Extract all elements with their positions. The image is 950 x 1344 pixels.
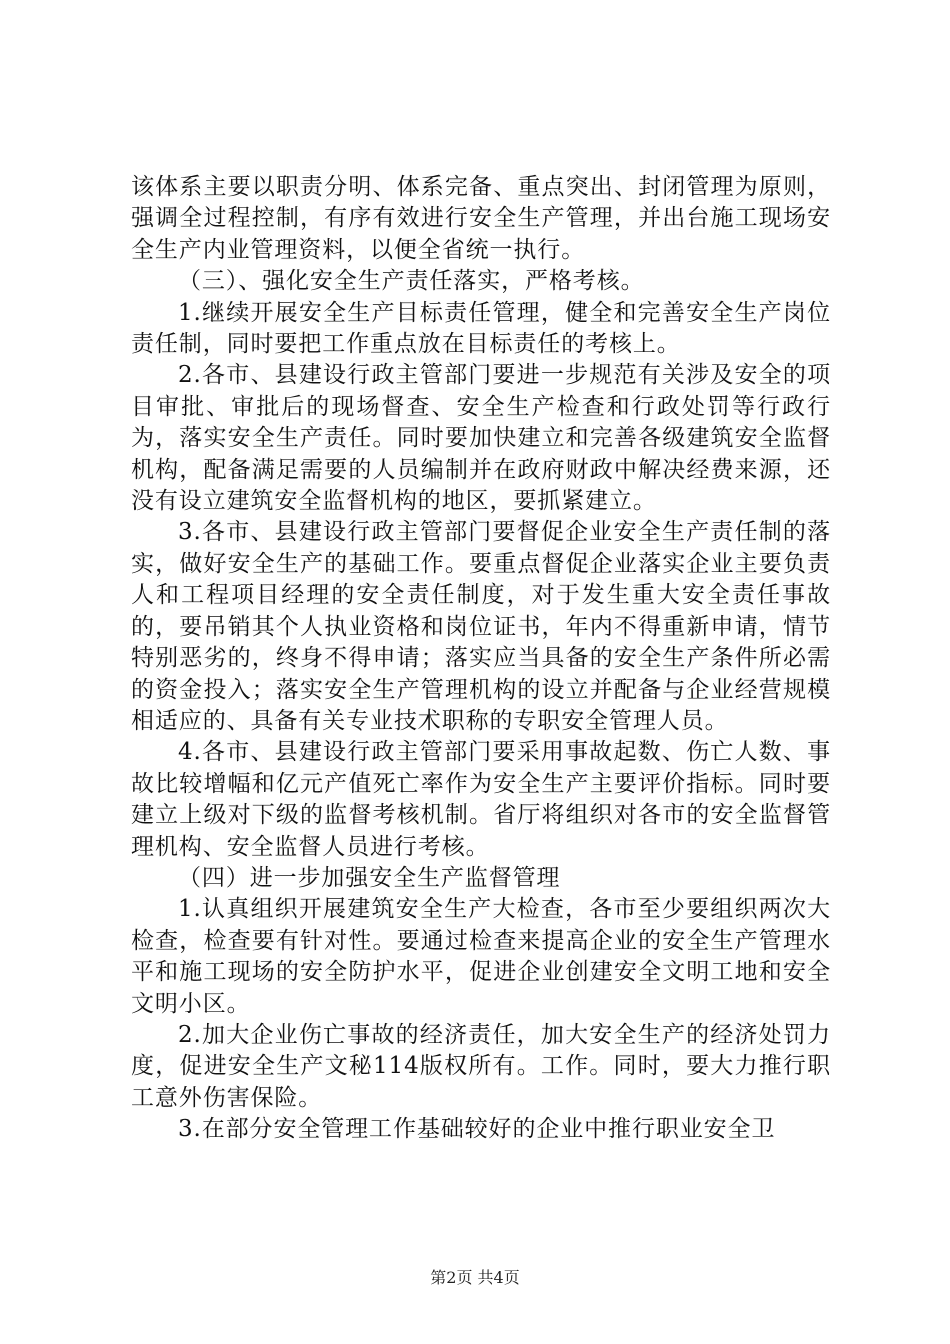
paragraph: 3.各市、县建设行政主管部门要督促企业安全生产责任制的落实，做好安全生产的基础工作。要重点督促企业落实企业主要负责人和工程项目经理的安全责任制度，对于发生重大安全责任事故的，要吊销其个人执业资格和岗位证书，年内不得重新申请，情节特别恶劣的，终身不得申请；落实应当具备的安全生产条件所必需的资金投入；落实安全生产管理机构的设立并配备与企业经营规模相适应的、具备有关专业技术职称的专职安全管理人员。: [131, 519, 831, 734]
document-body: [131, 172, 831, 1146]
paragraph: 2.加大企业伤亡事故的经济责任，加大安全生产的经济处罚力度，促进安全生产文秘114版权所有。工作。同时，要大力推行职工意外伤害保险。: [131, 1021, 831, 1111]
page-number-footer: 第2页 共4页: [430, 1268, 520, 1287]
paragraph: 3.在部分安全管理工作基础较好的企业中推行职业安全卫: [178, 1116, 776, 1143]
paragraph: 1.继续开展安全生产目标责任管理，健全和完善安全生产岗位责任制，同时要把工作重点放在目标责任的考核上。: [131, 299, 831, 358]
paragraph: 1.认真组织开展建筑安全生产大检查，各市至少要组织两次大检查，检查要有针对性。要通过检查来提高企业的安全生产管理水平和施工现场的安全防护水平，促进企业创建安全文明工地和安全文明小区。: [131, 896, 831, 1017]
paragraph: 4.各市、县建设行政主管部门要采用事故起数、伤亡人数、事故比较增幅和亿元产值死亡率作为安全生产主要评价指标。同时要建立上级对下级的监督考核机制。省厅将组织对各市的安全监督管理机构、安全监督人员进行考核。: [131, 739, 831, 860]
section-heading: （四）进一步加强安全生产监督管理: [178, 864, 561, 891]
paragraph: 该体系主要以职责分明、体系完备、重点突出、封闭管理为原则，强调全过程控制，有序有效进行安全生产管理，并出台施工现场安全生产内业管理资料，以便全省统一执行。: [131, 174, 831, 263]
paragraph: 2.各市、县建设行政主管部门要进一步规范有关涉及安全的项目审批、审批后的现场督查、安全生产检查和行政处罚等行政行为，落实安全生产责任。同时要加快建立和完善各级建筑安全监督机构，配备满足需要的人员编制并在政府财政中解决经费来源，还没有设立建筑安全监督机构的地区，要抓紧建立。: [131, 362, 831, 515]
section-heading: （三）、强化安全生产责任落实，严格考核。: [178, 268, 645, 295]
